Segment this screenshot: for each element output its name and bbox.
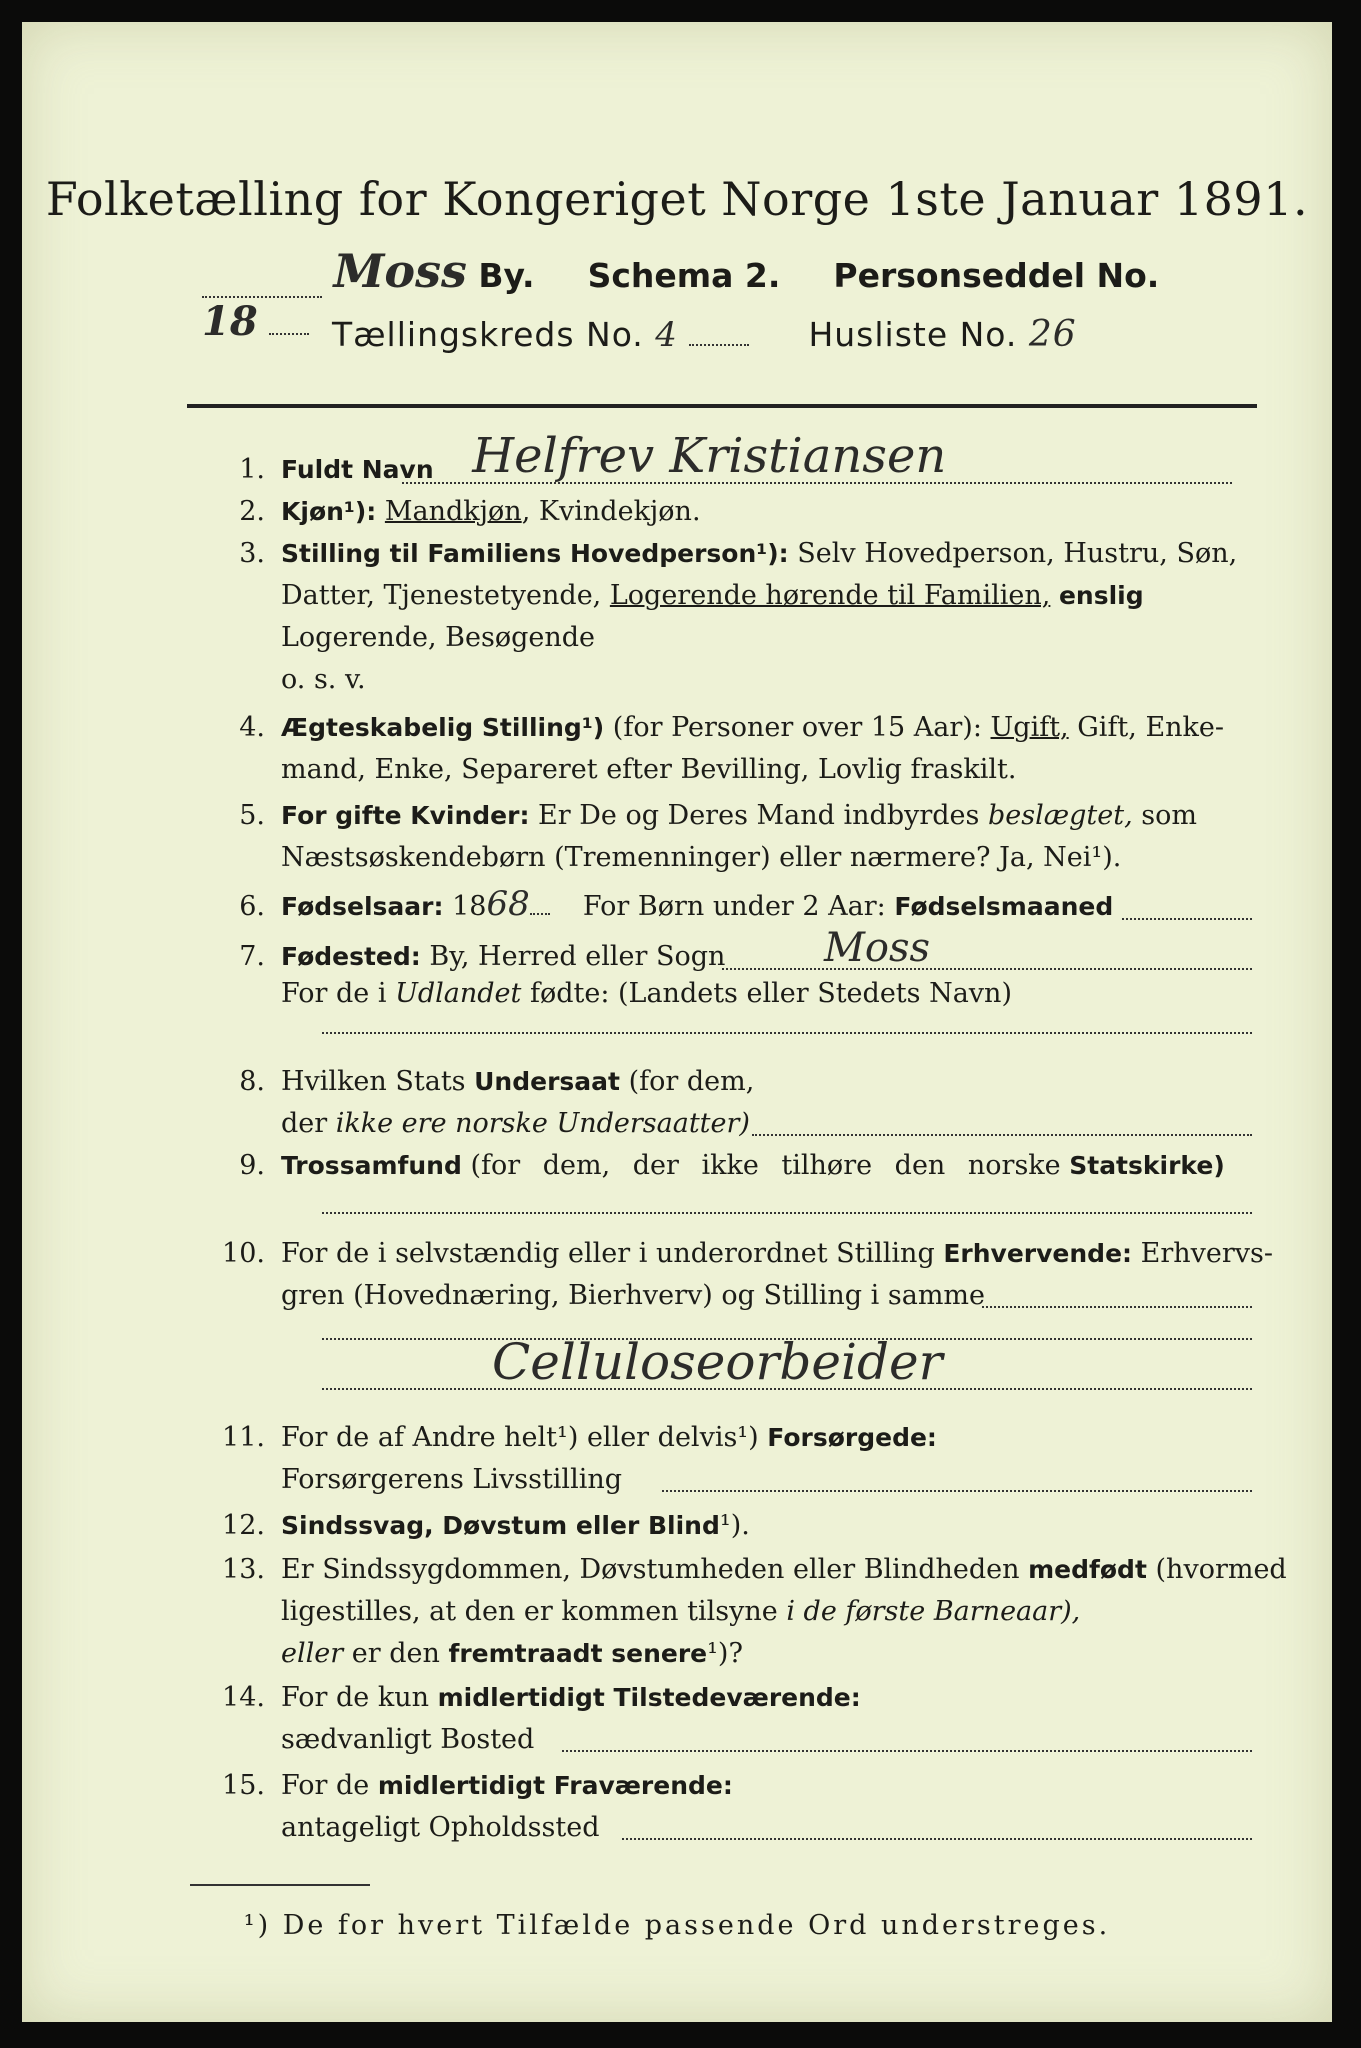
q5-line-2: Næstsøskendebørn (Tremenninger) eller nærmere? Ja, Nei¹). — [281, 842, 1122, 873]
q6-label: Fødselsaar: — [281, 892, 444, 921]
q3-line-2: Datter, Tjenestetyende, Logerende hørende til Familien, enslig — [281, 580, 1144, 611]
q2-selected: Mandkjøn — [384, 496, 522, 527]
q4-label: Ægteskabelig Stilling¹) — [281, 713, 605, 742]
q10-answer-occupation: Celluloseorbeider — [492, 1333, 943, 1391]
q10-dotted-line — [982, 1306, 1252, 1308]
q3-options-1: Selv Hovedperson, Hustru, Søn, — [797, 538, 1238, 569]
q6-year-hand: 68 — [486, 884, 530, 924]
footnote-rule — [190, 1884, 370, 1886]
q13-line-3: eller er den fremtraadt senere¹)? — [281, 1638, 743, 1669]
q7-answer-place: Moss — [823, 925, 931, 971]
question-5: 5. For gifte Kvinder: Er De og Deres Mand indbyrdes beslægtet, som — [239, 800, 1197, 831]
question-8: 8. Hvilken Stats Undersaat (for dem, — [239, 1066, 755, 1097]
q9-dotted-line — [322, 1212, 1252, 1214]
header-rule — [187, 404, 1257, 408]
header-line-kreds — [332, 314, 1092, 374]
tellingskreds-number: 4 — [655, 315, 678, 355]
q3-selected: Logerende hørende til Familien, — [609, 580, 1051, 611]
husliste-label: Husliste No. — [808, 315, 1018, 354]
q4-line-2: mand, Enke, Separeret efter Bevilling, Lovlig fraskilt. — [281, 754, 1017, 785]
q7-line-2: For de i Udlandet fødte: (Landets eller Stedets Navn) — [281, 978, 1012, 1009]
q5-label: For gifte Kvinder: — [281, 801, 530, 830]
q11-line-2: Forsørgerens Livsstilling — [281, 1464, 623, 1495]
question-1: 1. Fuldt Navn Helfrev Kristiansen — [239, 428, 947, 485]
q9-label: Trossamfund — [281, 1151, 462, 1180]
schema-label: Schema 2. — [587, 256, 781, 295]
census-form — [22, 22, 1332, 2022]
q14-dotted-line — [562, 1750, 1252, 1752]
form-title: Folketælling for Kongeriget Norge 1ste Januar 1891. — [45, 172, 1309, 226]
question-2: 2. Kjøn¹): Mandkjøn, Kvindekjøn. — [239, 496, 701, 527]
q1-label: Fuldt Navn — [281, 455, 434, 484]
q8-dotted-line — [752, 1134, 1252, 1136]
question-13: 13. Er Sindssygdommen, Døvstumheden eller Blindheden medfødt (hvormed — [222, 1554, 1287, 1585]
question-14: 14. For de kun midlertidigt Tilstedeværende: — [222, 1682, 861, 1713]
q7-dotted-line — [722, 968, 1252, 970]
q15-line-2: antageligt Opholdssted — [281, 1812, 600, 1843]
q11-dotted-line — [662, 1490, 1252, 1492]
q3-line-4: o. s. v. — [281, 664, 366, 695]
q13-line-2: ligestilles, at den er kommen tilsyne i de første Barneaar), — [281, 1596, 1081, 1627]
q6-dotted-line — [1122, 918, 1252, 920]
question-9: 9. Trossamfund (for dem, der ikke tilhøre den norske Statskirke) — [239, 1150, 1225, 1181]
q10-line-2: gren (Hovednæring, Bierhverv) og Stilling i samme — [281, 1280, 986, 1311]
q1-answer-name: Helfrev Kristiansen — [472, 428, 947, 484]
husliste-number: 26 — [1028, 314, 1077, 355]
question-3: 3. Stilling til Familiens Hovedperson¹): Selv Hovedperson, Hustru, Søn, — [239, 538, 1238, 569]
question-6: 6. Fødselsaar: 1868 For Børn under 2 Aar: Fødselsmaaned — [239, 884, 1114, 924]
q10-dotted-line-3 — [322, 1388, 1252, 1390]
footnote: ¹) De for hvert Tilfælde passende Ord understreges. — [243, 1910, 1111, 1941]
personseddel-label: Personseddel No. — [833, 256, 1160, 295]
question-7: 7. Fødested: By, Herred eller Sogn Moss — [239, 925, 931, 972]
q14-line-2: sædvanligt Bosted — [281, 1724, 535, 1755]
question-4: 4. Ægteskabelig Stilling¹) (for Personer over 15 Aar): Ugift, Gift, Enke- — [239, 712, 1225, 743]
q3-label: Stilling til Familiens Hovedperson¹): — [281, 539, 789, 568]
city-suffix: By. — [478, 256, 535, 295]
q4-selected: Ugift, — [990, 712, 1069, 743]
q3-line-3: Logerende, Besøgende — [281, 622, 595, 653]
q2-label: Kjøn¹): — [281, 497, 377, 526]
q10-answer-row — [492, 1333, 1361, 1391]
q12-label: Sindssvag, Døvstum eller Blind — [281, 1511, 720, 1540]
q7-label: Fødested: — [281, 942, 421, 971]
q8-line-2: der ikke ere norske Undersaatter) — [281, 1108, 750, 1139]
q1-dotted-line — [402, 482, 1232, 484]
tellingskreds-label: Tællingskreds No. — [332, 315, 644, 354]
q15-dotted-line — [622, 1838, 1252, 1840]
question-11: 11. For de af Andre helt¹) eller delvis¹) Forsørgede: — [222, 1422, 937, 1453]
question-10: 10. For de i selvstændig eller i underordnet Stilling Erhvervende: Erhvervs- — [222, 1238, 1274, 1269]
question-12: 12. Sindssvag, Døvstum eller Blind¹). — [222, 1510, 750, 1541]
personseddel-number: 18 — [202, 298, 258, 345]
q7-dotted-line-2 — [322, 1032, 1252, 1034]
city-handwritten: Moss — [333, 244, 467, 298]
question-15: 15. For de midlertidigt Fraværende: — [222, 1770, 733, 1801]
